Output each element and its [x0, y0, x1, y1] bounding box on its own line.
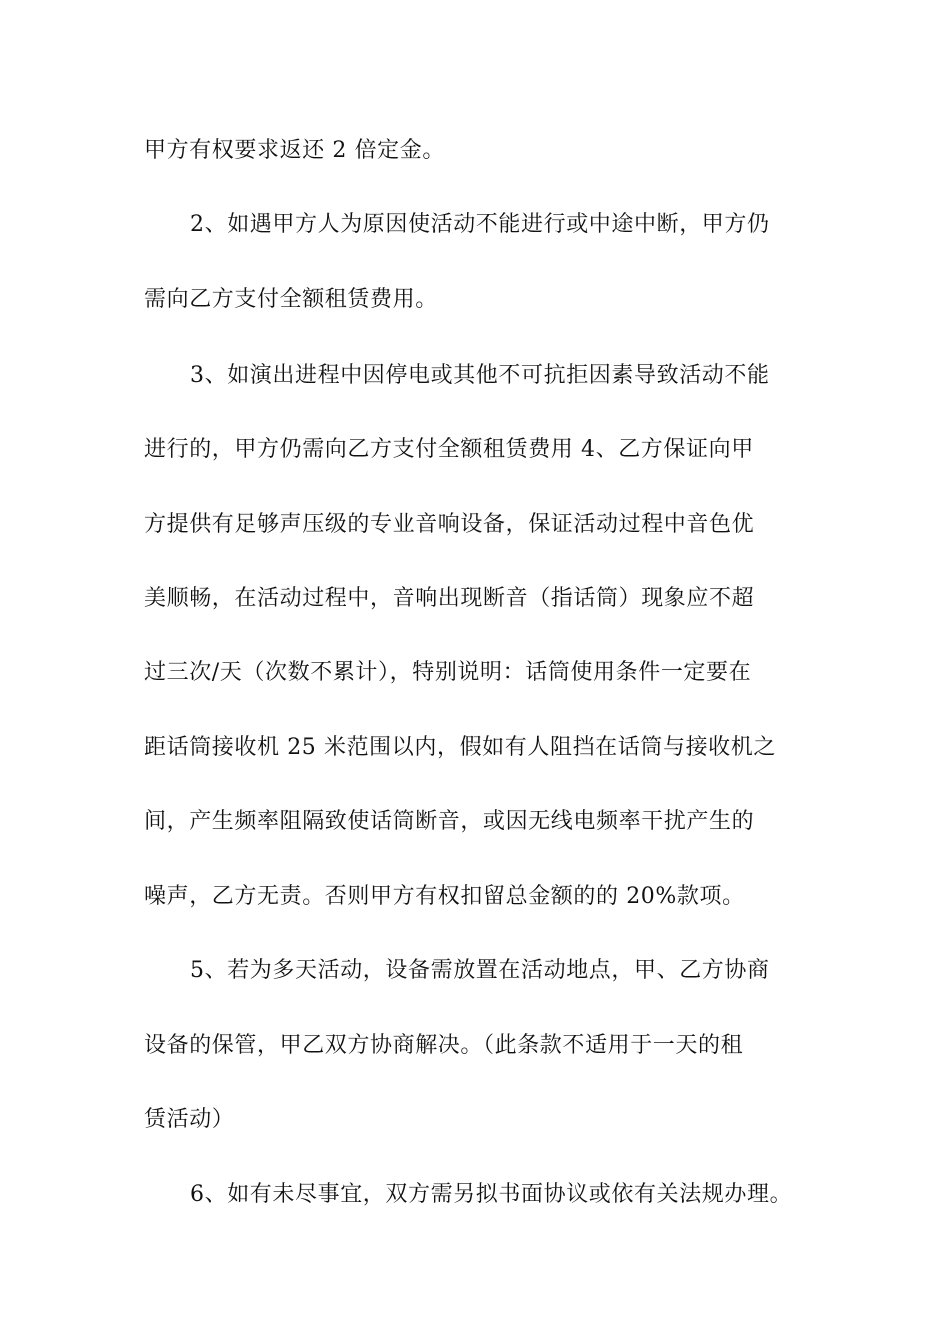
text-line: 噪声，乙方无责。否则甲方有权扣留总金额的的 20%款项。: [144, 884, 745, 909]
text-line: 需向乙方支付全额租赁费用。: [144, 287, 438, 312]
text-line: 过三次/天（次数不累计），特别说明：话筒使用条件一定要在: [144, 660, 752, 685]
clause-2-line: 2、如遇甲方人为原因使活动不能进行或中途中断，甲方仍: [190, 212, 770, 237]
text-line: 美顺畅，在活动过程中，音响出现断音（指话筒）现象应不超: [144, 586, 755, 611]
clause-6-line: 6、如有未尽事宜，双方需另拟书面协议或依有关法规办理。: [190, 1182, 793, 1207]
clause-3-line: 3、如演出进程中因停电或其他不可抗拒因素导致活动不能: [190, 363, 770, 388]
text-line: 甲方有权要求返还 2 倍定金。: [144, 138, 445, 163]
clause-5-line: 5、若为多天活动，设备需放置在活动地点，甲、乙方协商: [190, 958, 770, 983]
text-line: 间，产生频率阻隔致使话筒断音，或因无线电频率干扰产生的: [144, 809, 755, 834]
text-line: 进行的，甲方仍需向乙方支付全额租赁费用 4、乙方保证向甲: [144, 437, 754, 462]
text-line: 距话筒接收机 25 米范围以内，假如有人阻挡在话筒与接收机之: [144, 735, 776, 760]
text-line: 设备的保管，甲乙双方协商解决。（此条款不适用于一天的租: [144, 1033, 744, 1058]
text-line: 赁活动）: [144, 1107, 235, 1132]
text-line: 方提供有足够声压级的专业音响设备，保证活动过程中音色优: [144, 512, 755, 537]
